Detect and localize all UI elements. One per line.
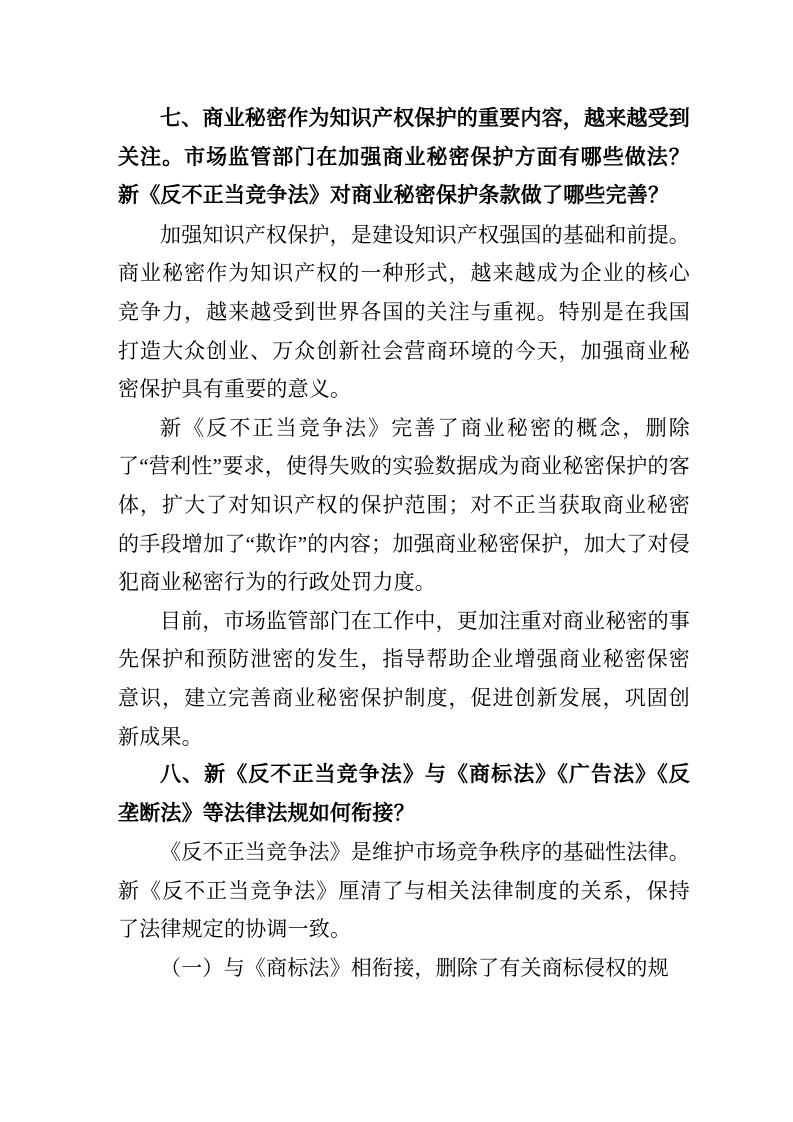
paragraph-law-coordination: 《反不正当竞争法》是维护市场竞争秩序的基础性法律。新《反不正当竞争法》厘清了与相关法律制度的关系，保持了法律规定的协调一致。 [118,840,690,942]
question-heading-7: 七、商业秘密作为知识产权保护的重要内容，越来越受到关注。市场监管部门在加强商业秘密保护方面有哪些做法？新《反不正当竞争法》对商业秘密保护条款做了哪些完善？ [118,107,690,208]
paragraph-regulator-current-work: 目前，市场监管部门在工作中，更加注重对商业秘密的事先保护和预防泄密的发生，指导帮助企业增强商业秘密保密意识，建立完善商业秘密保护制度，促进创新发展，巩固创新成果。 [118,608,690,749]
paragraph-ip-protection-basis: 加强知识产权保护，是建设知识产权强国的基础和前提。商业秘密作为知识产权的一种形式，越来越成为企业的核心竞争力，越来越受到世界各国的关注与重视。特别是在我国打造大众创业、万众创新社会营商环境的今天，加强商业秘密保护具有重要的意义。 [118,222,690,402]
question-heading-8: 八、新《反不正当竞争法》与《商标法》《广告法》《反垄断法》等法律法规如何衔接？ [118,763,690,825]
paragraph-trademark-law-link: （一）与《商标法》相衔接，删除了有关商标侵权的规 [160,956,669,981]
paragraph-law-improvements: 新《反不正当竞争法》完善了商业秘密的概念，删除了“营利性”要求，使得失败的实验数据成为商业秘密保护的客体，扩大了对知识产权的保护范围；对不正当获取商业秘密的手段增加了“欺诈”的内容；加强商业秘密保护，加大了对侵犯商业秘密行为的行政处罚力度。 [118,415,690,595]
